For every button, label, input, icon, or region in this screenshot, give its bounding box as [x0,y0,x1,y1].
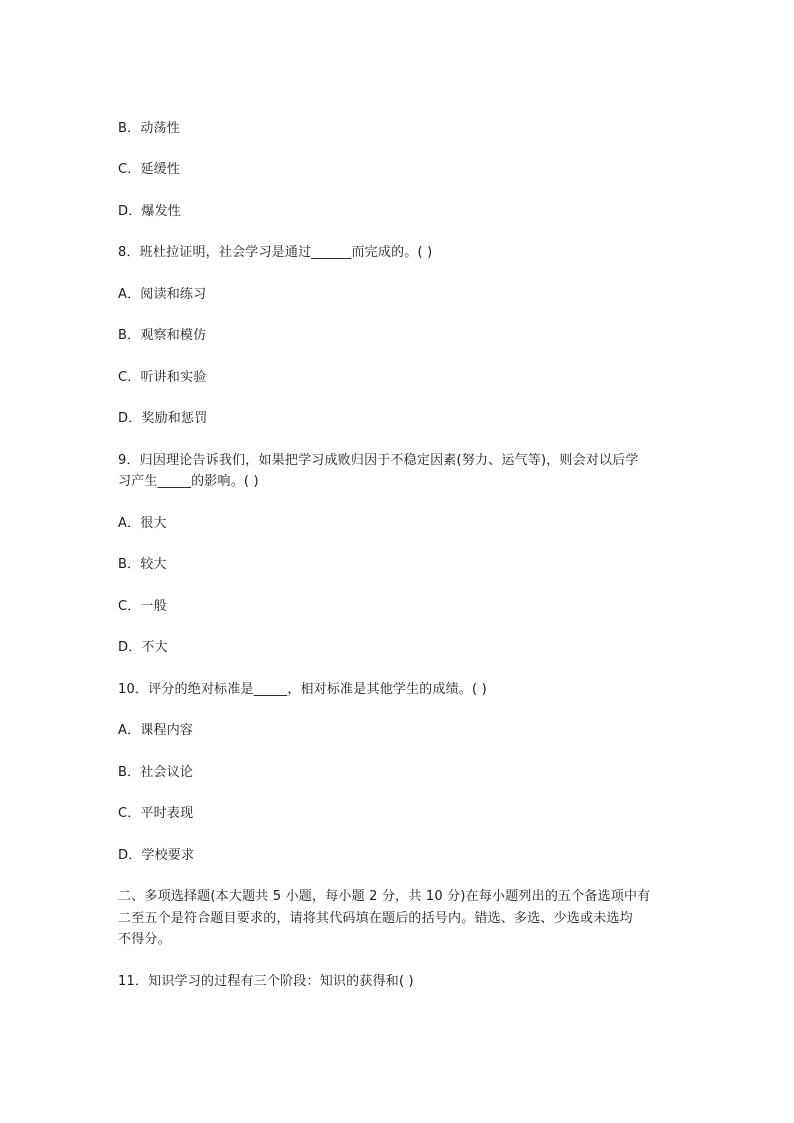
q8-option-b: B．观察和模仿 [118,328,207,343]
section2-instructions-line3: 不得分。 [118,932,171,947]
q9-option-c: C．一般 [118,599,167,614]
q8-option-c: C．听讲和实验 [118,370,207,385]
q9-option-a: A．很大 [118,516,167,531]
q10-option-a: A．课程内容 [118,723,194,738]
q10-option-b: B．社会议论 [118,765,194,780]
q8-option-a: A．阅读和练习 [118,287,207,302]
q7-option-d: D．爆发性 [118,204,182,219]
q9-stem-line1: 9．归因理论告诉我们，如果把学习成败归因于不稳定因素(努力、运气等)，则会对以后学 [118,453,639,468]
q10-option-d: D．学校要求 [118,848,195,863]
section2-instructions-line2: 二至五个是符合题目要求的，请将其代码填在题后的括号内。错选、多选、少选或未选均 [118,911,633,926]
q7-option-c: C．延缓性 [118,162,181,177]
q9-stem-line2: 习产生_____的影响。( ) [118,474,259,489]
q9-option-b: B．较大 [118,557,167,572]
section2-instructions-line1: 二、多项选择题(本大题共 5 小题，每小题 2 分，共 10 分)在每小题列出的五个备选项中有 [118,889,651,904]
q10-option-c: C．平时表现 [118,806,194,821]
q11-stem: 11．知识学习的过程有三个阶段：知识的获得和( ) [118,974,414,989]
q9-option-d: D．不大 [118,640,168,655]
q8-option-d: D．奖励和惩罚 [118,411,208,426]
q10-stem: 10．评分的绝对标准是_____，相对标准是其他学生的成绩。( ) [118,682,487,697]
q7-option-b: B．动荡性 [118,121,180,136]
q8-stem: 8．班杜拉证明，社会学习是通过______而完成的。( ) [118,245,433,260]
